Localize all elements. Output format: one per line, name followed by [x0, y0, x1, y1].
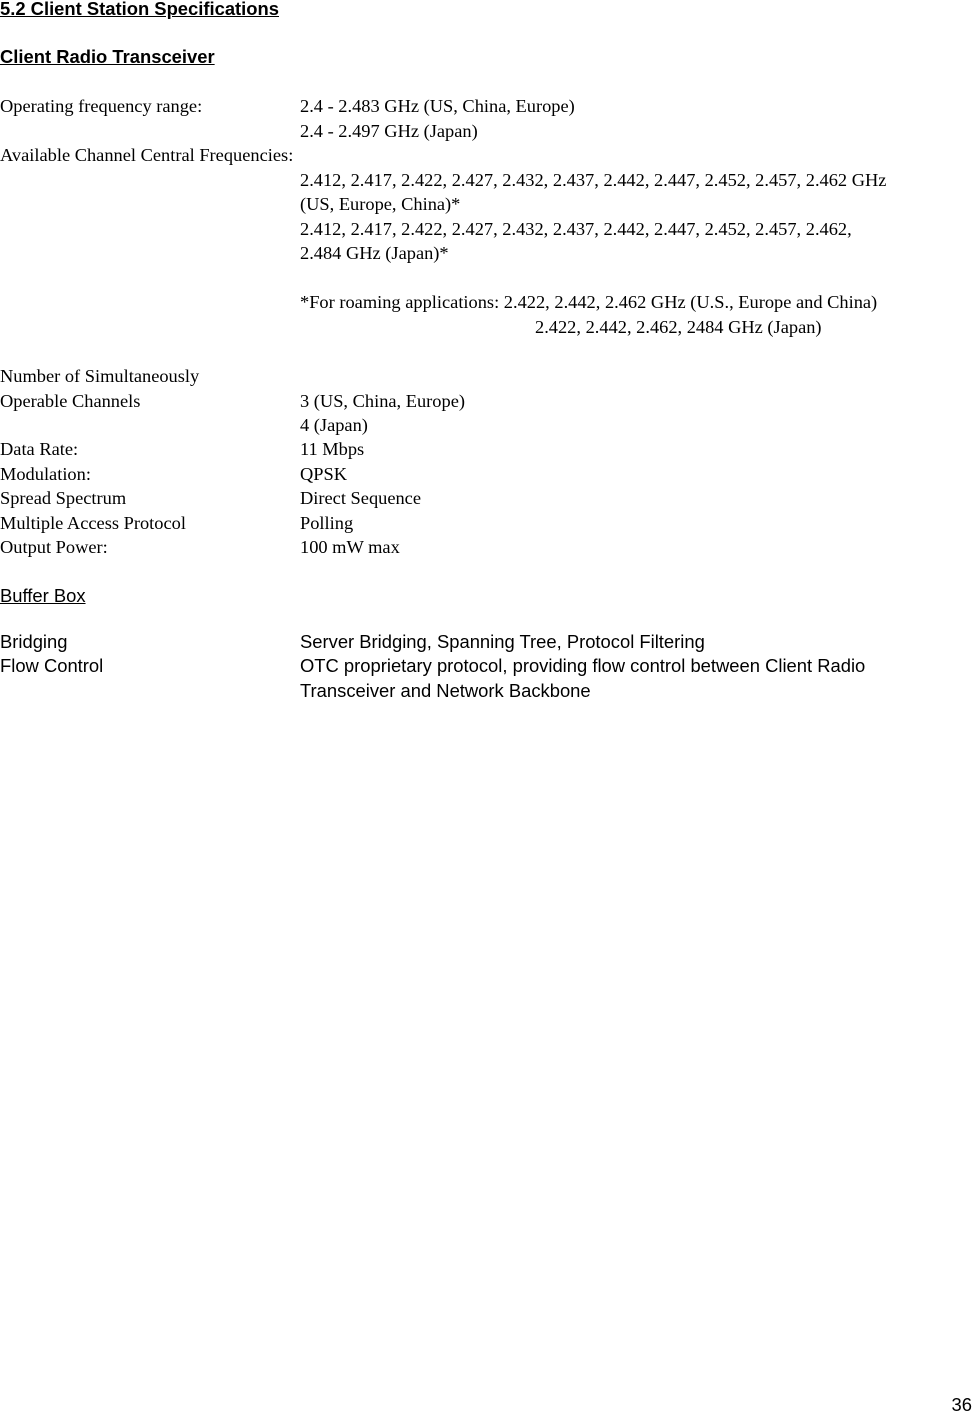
simultaneous-value: 3 (US, China, Europe): [300, 391, 465, 411]
roaming-note: *For roaming applications: 2.422, 2.442, 2.462 GHz (U.S., Europe and China): [300, 292, 878, 312]
spec-value: 11 Mbps: [300, 439, 365, 459]
simultaneous-value: 4 (Japan): [300, 415, 368, 435]
channels-value: 2.484 GHz (Japan)*: [300, 243, 449, 263]
buffer-box-heading: Buffer Box: [0, 585, 86, 606]
channels-value: 2.412, 2.417, 2.422, 2.427, 2.432, 2.437, 2.442, 2.447, 2.452, 2.457, 2.462,: [300, 219, 852, 239]
bridging-label: Bridging: [0, 631, 68, 652]
radio-heading: Client Radio Transceiver: [0, 46, 215, 67]
spec-value: Polling: [300, 513, 354, 533]
bridging-value: Server Bridging, Spanning Tree, Protocol Filtering: [300, 631, 705, 652]
flow-control-value: OTC proprietary protocol, providing flow control between Client Radio: [300, 655, 866, 676]
section-title: 5.2 Client Station Specifications: [0, 0, 279, 19]
op-freq-value: 2.4 - 2.483 GHz (US, China, Europe): [300, 96, 575, 116]
channels-value: (US, Europe, China)*: [300, 194, 461, 214]
spec-value: Direct Sequence: [300, 488, 422, 508]
spec-value: QPSK: [300, 464, 348, 484]
simultaneous-label: Number of Simultaneously: [0, 366, 200, 386]
channels-value: 2.412, 2.417, 2.422, 2.427, 2.432, 2.437, 2.442, 2.447, 2.452, 2.457, 2.462 GHz: [300, 170, 887, 190]
flow-control-value: Transceiver and Network Backbone: [300, 680, 591, 701]
flow-control-label: Flow Control: [0, 655, 104, 676]
simultaneous-label: Operable Channels: [0, 391, 141, 411]
roaming-note: 2.422, 2.442, 2.462, 2484 GHz (Japan): [535, 317, 822, 337]
spec-label: Spread Spectrum: [0, 488, 127, 508]
spec-label: Multiple Access Protocol: [0, 513, 186, 533]
spec-value: 100 mW max: [300, 537, 400, 557]
spec-label: Data Rate:: [0, 439, 79, 459]
op-freq-label: Operating frequency range:: [0, 96, 203, 116]
op-freq-value: 2.4 - 2.497 GHz (Japan): [300, 121, 478, 141]
spec-label: Modulation:: [0, 464, 91, 484]
channels-label: Available Channel Central Frequencies:: [0, 145, 294, 165]
spec-label: Output Power:: [0, 537, 108, 557]
page-number: 36: [951, 1394, 972, 1415]
